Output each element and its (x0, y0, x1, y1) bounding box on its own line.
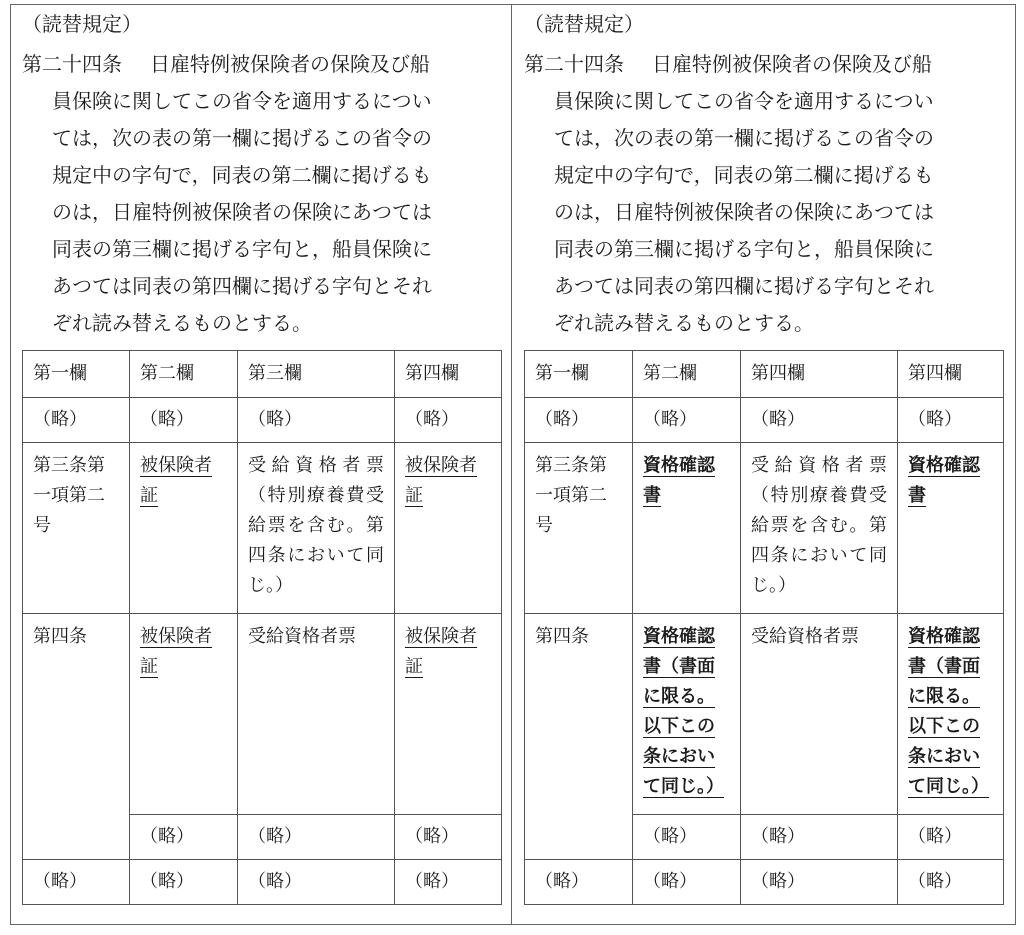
article-line: のは，日雇特例被保険者の保険にあつては (52, 200, 432, 224)
table-cell: （略） (633, 860, 741, 905)
table-row (23, 860, 502, 905)
reading-table (22, 350, 502, 905)
table-header-cell: 第三欄 (238, 351, 395, 398)
article-label: 第二十四条 (524, 52, 624, 76)
reading-table (524, 350, 1004, 905)
table-cell: （略） (238, 398, 395, 443)
table-header-row (23, 351, 502, 398)
table-cell: 資格確認書（書面に限る。以下この条において同じ。） (633, 614, 741, 815)
table-cell: 第四条 (23, 614, 130, 860)
table-cell: （略） (395, 398, 502, 443)
table-cell: （略） (395, 860, 502, 905)
table-cell: （略） (633, 815, 741, 860)
table-header-cell: 第一欄 (525, 351, 633, 398)
article-line: あつては同表の第四欄に掲げる字句とそれ (52, 274, 432, 298)
table-header-cell: 第一欄 (23, 351, 130, 398)
table-cell: （略） (741, 815, 898, 860)
table-cell: 第四条 (525, 614, 633, 860)
table-cell: （略） (898, 860, 1004, 905)
table-cell: 受給資格者票（特別療養費受給票を含む。第四条において同じ。） (741, 443, 898, 614)
table-cell: （略） (741, 398, 898, 443)
article-line: 同表の第三欄に掲げる字句と，船員保険に (554, 237, 934, 261)
column-divider (511, 4, 512, 925)
table-cell: 被保険者証 (395, 443, 502, 614)
table-row (23, 398, 502, 443)
section-heading: （読替規定） (524, 12, 644, 36)
table-cell: （略） (525, 398, 633, 443)
table-cell: （略） (525, 860, 633, 905)
article-line: 員保険に関してこの省令を適用するについ (52, 89, 432, 113)
table-cell: 被保険者証 (130, 443, 238, 614)
table-cell: 受給資格者票（特別療養費受給票を含む。第四条において同じ。） (238, 443, 395, 614)
section-heading: （読替規定） (22, 12, 142, 36)
table-cell: 資格確認書 (898, 443, 1004, 614)
article-line: のは，日雇特例被保険者の保険にあつては (554, 200, 934, 224)
table-row (23, 443, 502, 614)
table-cell: （略） (238, 815, 395, 860)
article-line: 同表の第三欄に掲げる字句と，船員保険に (52, 237, 432, 261)
article-line: 第二十四条 日雇特例被保険者の保険及び船 (524, 52, 932, 76)
table-cell: 第三条第一項第二号 (23, 443, 130, 614)
table-header-cell: 第四欄 (741, 351, 898, 398)
article-line: 第二十四条 日雇特例被保険者の保険及び船 (22, 52, 430, 76)
table-row (525, 398, 1004, 443)
table-header-cell: 第四欄 (898, 351, 1004, 398)
article-line: ては，次の表の第一欄に掲げるこの省令の (554, 126, 934, 150)
table-cell: （略） (23, 860, 130, 905)
table-cell: 受給資格者票 (238, 614, 395, 815)
article-label: 第二十四条 (22, 52, 122, 76)
article-line: ぞれ読み替えるものとする。 (52, 311, 312, 335)
table-row (525, 614, 1004, 815)
table-row (525, 443, 1004, 614)
table-header-row (525, 351, 1004, 398)
table-cell: （略） (741, 860, 898, 905)
table-row (23, 614, 502, 815)
article-line: ては，次の表の第一欄に掲げるこの省令の (52, 126, 432, 150)
table-cell: （略） (633, 398, 741, 443)
article-line: 規定中の字句で，同表の第二欄に掲げるも (554, 163, 934, 187)
table-cell: （略） (238, 860, 395, 905)
article-line: 員保険に関してこの省令を適用するについ (554, 89, 934, 113)
article-text (524, 46, 1004, 342)
table-cell: （略） (130, 815, 238, 860)
table-cell: 被保険者証 (395, 614, 502, 815)
table-cell: 被保険者証 (130, 614, 238, 815)
table-cell: 資格確認書（書面に限る。以下この条において同じ。） (898, 614, 1004, 815)
article-line: ぞれ読み替えるものとする。 (554, 311, 814, 335)
table-cell: 受給資格者票 (741, 614, 898, 815)
table-cell: 資格確認書 (633, 443, 741, 614)
table-cell: （略） (130, 860, 238, 905)
table-cell: 第三条第一項第二号 (525, 443, 633, 614)
table-header-cell: 第四欄 (395, 351, 502, 398)
table-cell: （略） (898, 815, 1004, 860)
table-header-cell: 第二欄 (130, 351, 238, 398)
table-header-cell: 第二欄 (633, 351, 741, 398)
table-row (525, 860, 1004, 905)
article-line: あつては同表の第四欄に掲げる字句とそれ (554, 274, 934, 298)
table-cell: （略） (395, 815, 502, 860)
table-cell: （略） (898, 398, 1004, 443)
article-text (22, 46, 502, 342)
table-cell: （略） (23, 398, 130, 443)
article-line: 規定中の字句で，同表の第二欄に掲げるも (52, 163, 432, 187)
table-cell: （略） (130, 398, 238, 443)
